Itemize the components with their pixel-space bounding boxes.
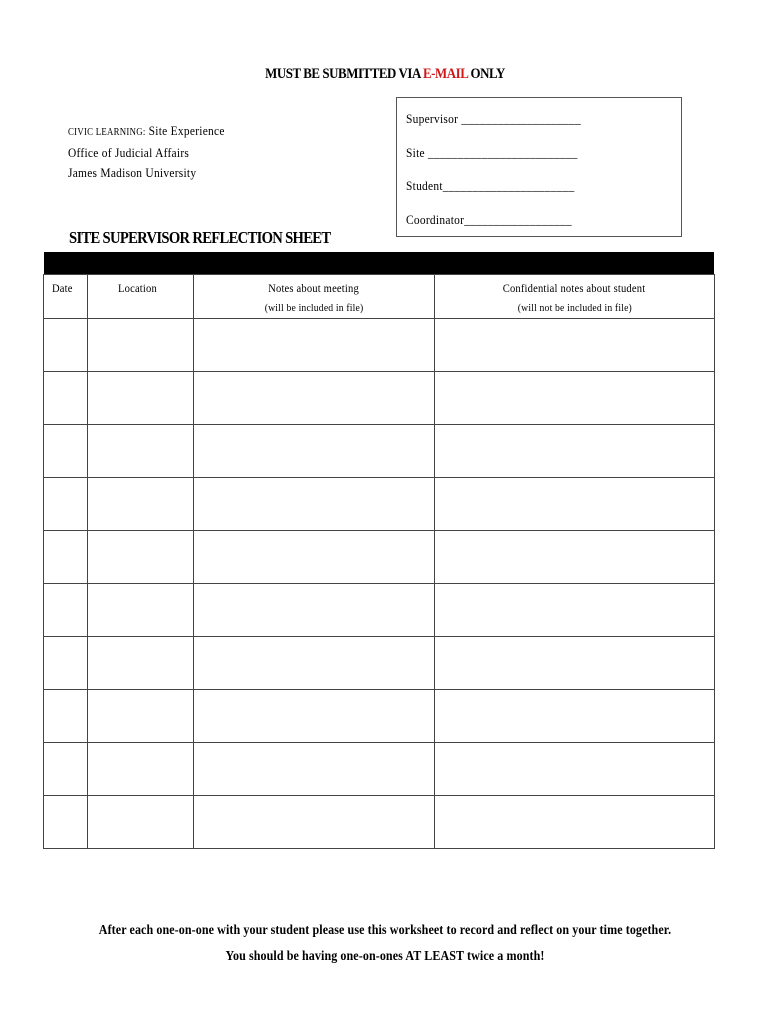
location-cell[interactable] [88, 531, 194, 584]
confidential-notes-cell[interactable] [435, 425, 715, 478]
confidential-notes-cell[interactable] [435, 372, 715, 425]
reflection-table [43, 274, 715, 849]
program-line [68, 121, 225, 143]
notes-cell[interactable] [194, 319, 435, 372]
notes-cell[interactable] [194, 584, 435, 637]
footer-instructions [0, 918, 770, 970]
date-cell[interactable] [44, 796, 88, 849]
footer-line-1: After each one-on-one with your student please use this worksheet to record and reflect on your time together. [98, 923, 672, 938]
table-row [44, 425, 715, 478]
location-cell[interactable] [88, 796, 194, 849]
table-row [44, 743, 715, 796]
date-cell[interactable] [44, 425, 88, 478]
supervisor-field[interactable]: Supervisor ____________________ [406, 111, 582, 126]
notes-cell[interactable] [194, 425, 435, 478]
info-fields-box [396, 97, 682, 237]
table-header-row [44, 275, 715, 319]
date-cell[interactable] [44, 319, 88, 372]
banner-email-highlight: E-MAIL [422, 66, 468, 82]
confidential-notes-cell[interactable] [435, 743, 715, 796]
banner-prefix: MUST BE SUBMITTED VIA [265, 66, 423, 82]
notes-header-subtitle: (will be included in file) [264, 302, 364, 314]
table-row [44, 478, 715, 531]
date-cell[interactable] [44, 531, 88, 584]
location-cell[interactable] [88, 372, 194, 425]
confidential-notes-cell[interactable] [435, 637, 715, 690]
notes-cell[interactable] [194, 531, 435, 584]
date-cell[interactable] [44, 372, 88, 425]
notes-cell[interactable] [194, 372, 435, 425]
confidential-notes-cell[interactable] [435, 478, 715, 531]
confidential-notes-cell[interactable] [435, 690, 715, 743]
notes-cell[interactable] [194, 796, 435, 849]
table-row [44, 690, 715, 743]
program-label: CIVIC LEARNING: [68, 127, 146, 138]
header-bar [44, 252, 714, 274]
notes-column-header [194, 275, 435, 319]
table-row [44, 319, 715, 372]
date-cell[interactable] [44, 584, 88, 637]
table-row [44, 584, 715, 637]
location-cell[interactable] [88, 478, 194, 531]
location-cell[interactable] [88, 637, 194, 690]
confidential-header-subtitle: (will not be included in file) [517, 302, 632, 314]
notes-cell[interactable] [194, 637, 435, 690]
coordinator-field[interactable]: Coordinator__________________ [406, 212, 572, 227]
confidential-notes-cell[interactable] [435, 584, 715, 637]
student-field[interactable]: Student______________________ [406, 178, 575, 193]
date-cell[interactable] [44, 690, 88, 743]
banner-suffix: ONLY [467, 66, 505, 82]
location-cell[interactable] [88, 319, 194, 372]
location-cell[interactable] [88, 584, 194, 637]
table-row [44, 796, 715, 849]
notes-cell[interactable] [194, 743, 435, 796]
table-row [44, 372, 715, 425]
date-cell[interactable] [44, 478, 88, 531]
location-cell[interactable] [88, 425, 194, 478]
confidential-column-header [435, 275, 715, 319]
submission-banner [54, 66, 716, 83]
location-cell[interactable] [88, 690, 194, 743]
date-column-header: Date [44, 275, 88, 319]
table-row [44, 531, 715, 584]
location-column-header: Location [88, 275, 194, 319]
notes-header-title: Notes about meeting [268, 281, 360, 295]
confidential-notes-cell[interactable] [435, 796, 715, 849]
confidential-notes-cell[interactable] [435, 531, 715, 584]
date-cell[interactable] [44, 637, 88, 690]
table-row [44, 637, 715, 690]
notes-cell[interactable] [194, 690, 435, 743]
table-body [44, 319, 715, 849]
office-line: Office of Judicial Affairs [68, 145, 190, 160]
organization-block [68, 121, 225, 183]
confidential-header-title: Confidential notes about student [503, 281, 646, 295]
date-cell[interactable] [44, 743, 88, 796]
footer-line-2: You should be having one-on-ones AT LEAST twice a month! [225, 949, 545, 964]
site-field[interactable]: Site _________________________ [406, 145, 578, 160]
confidential-notes-cell[interactable] [435, 319, 715, 372]
sheet-title: SITE SUPERVISOR REFLECTION SHEET [69, 228, 331, 247]
notes-cell[interactable] [194, 478, 435, 531]
location-cell[interactable] [88, 743, 194, 796]
program-name: Site Experience [145, 123, 225, 138]
university-line: James Madison University [68, 165, 197, 180]
